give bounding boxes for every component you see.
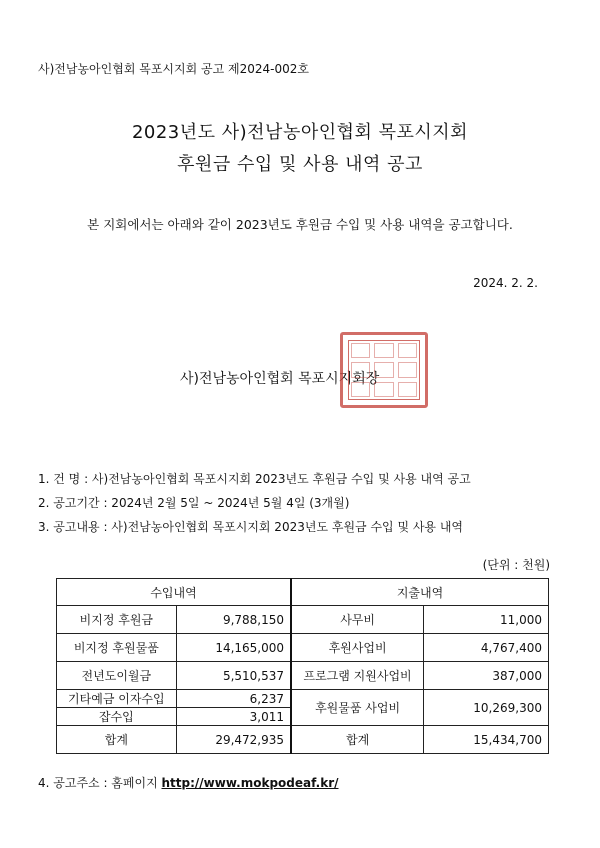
income-amount: 3,011: [176, 708, 291, 726]
official-seal-stamp: [340, 332, 428, 408]
expense-amount: 387,000: [424, 662, 549, 690]
expense-label: 프로그램 지원사업비: [291, 662, 424, 690]
income-amount: 5,510,537: [176, 662, 291, 690]
income-amount: 14,165,000: [176, 634, 291, 662]
item-subject: 1. 건 명 : 사)전남농아인협회 목포시지회 2023년도 후원금 수입 및 사용 내역 공고: [38, 472, 471, 486]
income-label: 전년도이월금: [57, 662, 177, 690]
document-title-line2: 후원금 수입 및 사용 내역 공고: [177, 154, 423, 175]
expense-label: 사무비: [291, 606, 424, 634]
income-label: 비지정 후원물품: [57, 634, 177, 662]
expense-total-amount: 15,434,700: [424, 726, 549, 754]
expense-amount: 10,269,300: [424, 690, 549, 726]
income-label: 기타예금 이자수입: [57, 690, 177, 708]
expense-label: 후원물품 사업비: [291, 690, 424, 726]
income-total-label: 합계: [57, 726, 177, 754]
document-title-line1: 2023년도 사)전남농아인협회 목포시지회: [131, 122, 469, 143]
table-header-row: [57, 579, 549, 606]
income-label: 비지정 후원금: [57, 606, 177, 634]
item-content: 3. 공고내용 : 사)전남농아인협회 목포시지회 2023년도 후원금 수입 및 사용 내역: [38, 520, 464, 534]
table-row: [57, 662, 549, 690]
notice-address: [38, 774, 339, 791]
table-row: [57, 690, 549, 708]
notice-date: 2024. 2. 2.: [473, 276, 538, 290]
homepage-link[interactable]: http://www.mokpodeaf.kr/: [161, 776, 339, 790]
table-total-row: [57, 726, 549, 754]
expense-header: 지출내역: [291, 579, 548, 606]
item-period: 2. 공고기간 : 2024년 2월 5일 ~ 2024년 5월 4일 (3개월): [38, 496, 350, 510]
notice-number: 사)전남농아인협회 목포시지회 공고 제2024-002호: [38, 62, 309, 76]
income-expense-table: [56, 578, 549, 754]
expense-amount: 4,767,400: [424, 634, 549, 662]
income-amount: 9,788,150: [176, 606, 291, 634]
expense-total-label: 합계: [291, 726, 424, 754]
table-row: [57, 606, 549, 634]
unit-label: (단위 : 천원): [482, 558, 550, 572]
income-label: 잡수입: [57, 708, 177, 726]
income-total-amount: 29,472,935: [176, 726, 291, 754]
signer-name: 사)전남농아인협회 목포시지회장: [180, 371, 380, 387]
income-header: 수입내역: [57, 579, 292, 606]
income-amount: 6,237: [176, 690, 291, 708]
table-row: [57, 634, 549, 662]
intro-text: 본 지회에서는 아래와 같이 2023년도 후원금 수입 및 사용 내역을 공고합니다.: [87, 217, 513, 232]
notice-address-label: 4. 공고주소 : 홈페이지: [38, 776, 162, 790]
expense-label: 후원사업비: [291, 634, 424, 662]
expense-amount: 11,000: [424, 606, 549, 634]
